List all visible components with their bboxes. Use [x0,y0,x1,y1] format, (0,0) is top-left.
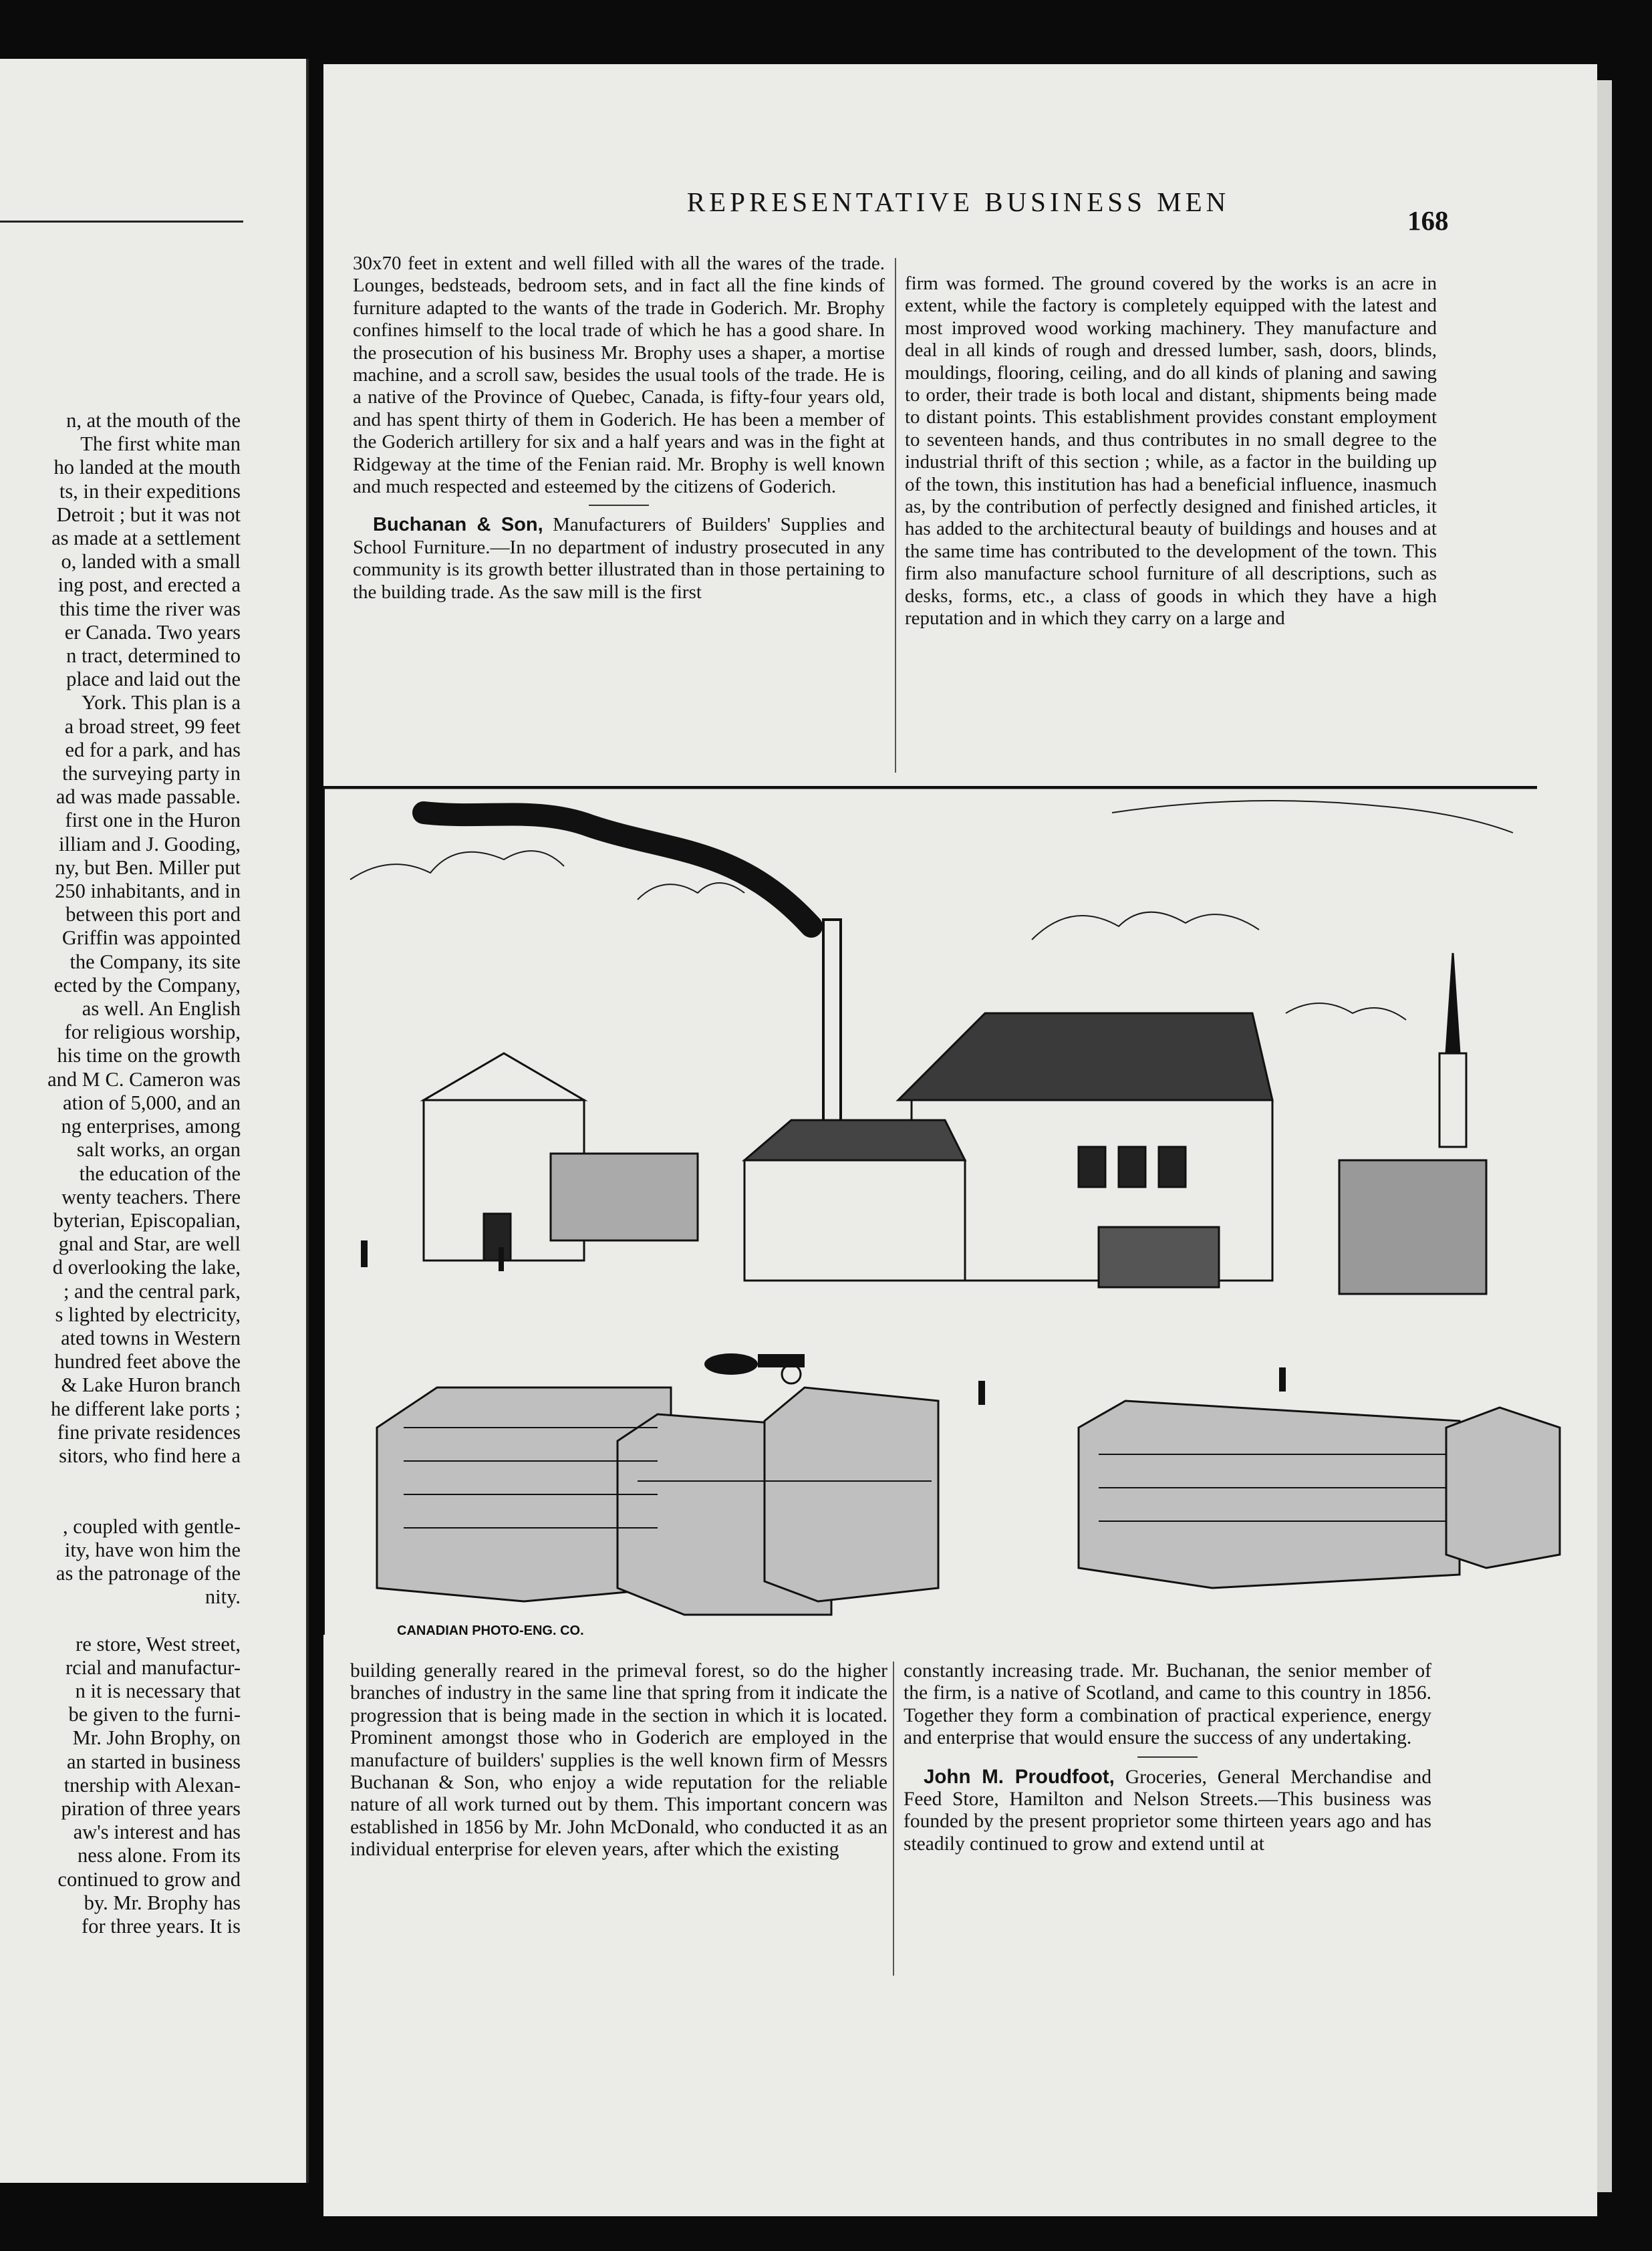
page-number: 168 [1407,205,1449,236]
left-page-line: , coupled with gentle- [63,1514,241,1538]
left-page-line: salt works, an organ [76,1138,241,1162]
left-page-line: as the patronage of the [55,1561,241,1585]
left-page-line: o, landed with a small [61,550,241,573]
bottom-left-column [350,1660,887,1861]
buchanan-factory-illustration [323,786,1597,1644]
left-facing-page [0,59,309,2183]
buchanan-history-paragraph: building generally reared in the primeval forest, so do the higher branches of industry in the same line that spring from it indicate the progression that is being made in the section in which it is located. Prominent amongst those who in Goderich are employed in the manufacture of builders' supplies is the well known firm of Messrs Buchanan & Son, who enjoy a wide reputation for the reliable nature of all work turned out by them. This important concern was established in 1856 by Mr. John McDonald, who conducted it as an individual enterprise for eleven years, after which the existing [350,1660,887,1861]
left-page-line: an started in business [66,1750,241,1773]
left-page-line [0,1491,241,1514]
left-page-line: for religious worship, [64,1021,241,1044]
left-page-line: ad was made passable. [55,785,241,809]
bottom-right-column [904,1660,1431,1855]
left-page-line: the Company, its site [70,950,241,973]
left-page-line: as made at a settlement [51,527,241,550]
buchanan-works-paragraph: firm was formed. The ground covered by the works is an acre in extent, while the factory is completely equipped with the latest and most improved wood working machinery. They manufacture and deal in all kinds of rough and dressed lumber, sash, doors, blinds, mouldings, flooring, ceiling, and do all kinds of planing and sawing to order, their trade is both local and distant, shipments being made to distant points. This establishment provides constant employment to seventeen hands, and thus contributes in no small degree to the industrial thrift of this section ; while, as a factor in the building up of the town, this institution has had a beneficial influence, inasmuch as, by the contribution of perfectly designed and finished articles, it has added to the architectural beauty of buildings and houses and at the same time has contributed to the development of the town. This firm also manufacture school furniture of all descriptions, such as desks, forms, etc., a class of goods in which they have a high reputation and in which they carry on a large and [905,273,1437,630]
buchanan-heading: Buchanan & Son, [373,514,543,536]
lumber-piles [377,1387,1560,1615]
running-head: REPRESENTATIVE BUSINESS MEN [686,186,1230,217]
left-page-line: n tract, determined to [66,644,241,668]
left-page-line: 250 inhabitants, and in [55,880,241,903]
proudfoot-heading: John M. Proudfoot, [924,1765,1115,1788]
left-page-line: ness alone. From its [78,1844,241,1867]
left-page-line: the education of the [79,1162,241,1185]
left-page-line: n, at the mouth of the [66,409,241,432]
left-page-line: ed for a park, and has [65,738,241,761]
left-page-line: by. Mr. Brophy has [84,1891,241,1914]
left-page-line: n it is necessary that [75,1679,241,1702]
left-page-line: as well. An English [82,997,241,1021]
left-page-line: The first white man [80,432,241,456]
section-separator [589,505,649,506]
left-page-line: ected by the Company, [53,973,241,997]
top-right-column [905,273,1437,630]
left-page-line: continued to grow and [57,1867,241,1891]
left-page-line: a broad street, 99 feet [64,714,241,738]
left-page-line: illiam and J. Gooding, [59,832,241,855]
left-page-line: er Canada. Two years [64,620,241,644]
buchanan-closing-paragraph: constantly increasing trade. Mr. Buchanan, the senior member of the firm, is a native of Scotland, and came to this country in 1856. Together they form a combination of practical experience, energy and enterprise that would ensure the success of any undertaking. [904,1660,1431,1749]
buchanan-intro-text: Manufacturers of Builders' Supplies and School Furniture.—In no department of industry prosecuted in any community is its growth better illustrated than in those pertaining to the building trade. As the saw mill is the first [353,514,885,603]
left-page-line: & Lake Huron branch [61,1373,241,1397]
left-page-line: this time the river was [59,597,241,620]
sky-clouds [350,801,1513,1020]
left-page-line: the surveying party in [62,762,241,785]
left-page-line: ated towns in Western [61,1326,241,1349]
proudfoot-paragraph [904,1766,1431,1856]
left-page-line: he different lake ports ; [50,1397,241,1420]
top-column-divider [895,258,896,773]
left-page-header-rule [0,221,243,223]
left-page-line: Griffin was appointed [61,926,241,950]
left-page-line: gnal and Star, are well [58,1232,241,1256]
left-page-text-column [0,409,241,1938]
left-page-line: ; and the central park, [63,1279,241,1303]
page-edge-shadow [1597,80,1612,2192]
left-page-line [0,1609,241,1632]
left-page-line: nity. [204,1585,241,1609]
top-left-column [353,253,885,604]
left-page-line: and M C. Cameron was [47,1067,241,1091]
left-page-line: s lighted by electricity, [55,1303,241,1326]
proudfoot-text: Groceries, General Merchandise and Feed Store, Hamilton and Nelson Streets.—This business was founded by the present proprietor some thirteen years ago and has steadily continued to grow and extend until at [904,1766,1431,1855]
left-page-line: ity, have won him the [64,1538,241,1561]
left-page-line: byterian, Episcopalian, [53,1208,241,1232]
brophy-paragraph: 30x70 feet in extent and well filled with all the wares of the trade. Lounges, bedsteads, bedroom sets, and in fact all the fine kinds of furniture adapted to the wants of the trade in Goderich. Mr. Brophy confines himself to the local trade of which he has a good share. In the prosecution of his business Mr. Brophy uses a shaper, a mortise machine, and a scroll saw, besides the usual tools of the trade. He is a native of the Province of Quebec, Canada, is fifty-four years old, and has spent thirty of them in Goderich. He has been a member of the Goderich artillery for six and a half years and was in the fight at Ridgeway at the time of the Fenian raid. Mr. Brophy is well known and much respected and esteemed by the citizens of Goderich. [353,253,885,498]
left-page-line: rcial and manufactur- [65,1656,241,1679]
smoke-plume [424,813,811,926]
left-page-line: between this port and [65,903,241,926]
buchanan-intro-paragraph [353,514,885,604]
bottom-column-divider [893,1662,894,1976]
left-page-line: ho landed at the mouth [53,456,241,479]
left-page-line: hundred feet above the [54,1350,241,1373]
left-page-line: fine private residences [57,1420,241,1444]
left-page-line: Detroit ; but it was not [56,503,241,526]
left-page-line: be given to the furni- [68,1703,241,1726]
left-page-line: ation of 5,000, and an [63,1091,241,1114]
main-page [323,64,1597,2216]
left-page-line: re store, West street, [76,1632,241,1656]
left-page-line: ts, in their expeditions [59,479,241,503]
section-separator [1137,1756,1198,1758]
left-page-line: d overlooking the lake, [52,1256,241,1279]
left-page-line: wenty teachers. There [61,1185,241,1208]
left-page-line: ing post, and erected a [57,573,241,597]
left-page-line [0,1468,241,1491]
left-page-line: his time on the growth [57,1044,241,1067]
left-page-line: sitors, who find here a [59,1444,241,1467]
left-page-line: aw's interest and has [73,1821,241,1844]
horse-cart [704,1353,805,1383]
left-page-line: ng enterprises, among [61,1115,241,1138]
left-page-line: piration of three years [61,1797,241,1820]
left-page-line: ny, but Ben. Miller put [55,855,241,879]
left-page-line: first one in the Huron [65,809,241,832]
left-page-line: tnership with Alexan- [63,1773,241,1797]
left-page-line: for three years. It is [82,1915,241,1938]
left-page-line: place and laid out the [66,668,241,691]
left-page-line: York. This plan is a [82,691,241,714]
left-page-line: Mr. John Brophy, on [72,1726,241,1750]
engraver-credit: CANADIAN PHOTO-ENG. CO. [397,1623,584,1638]
